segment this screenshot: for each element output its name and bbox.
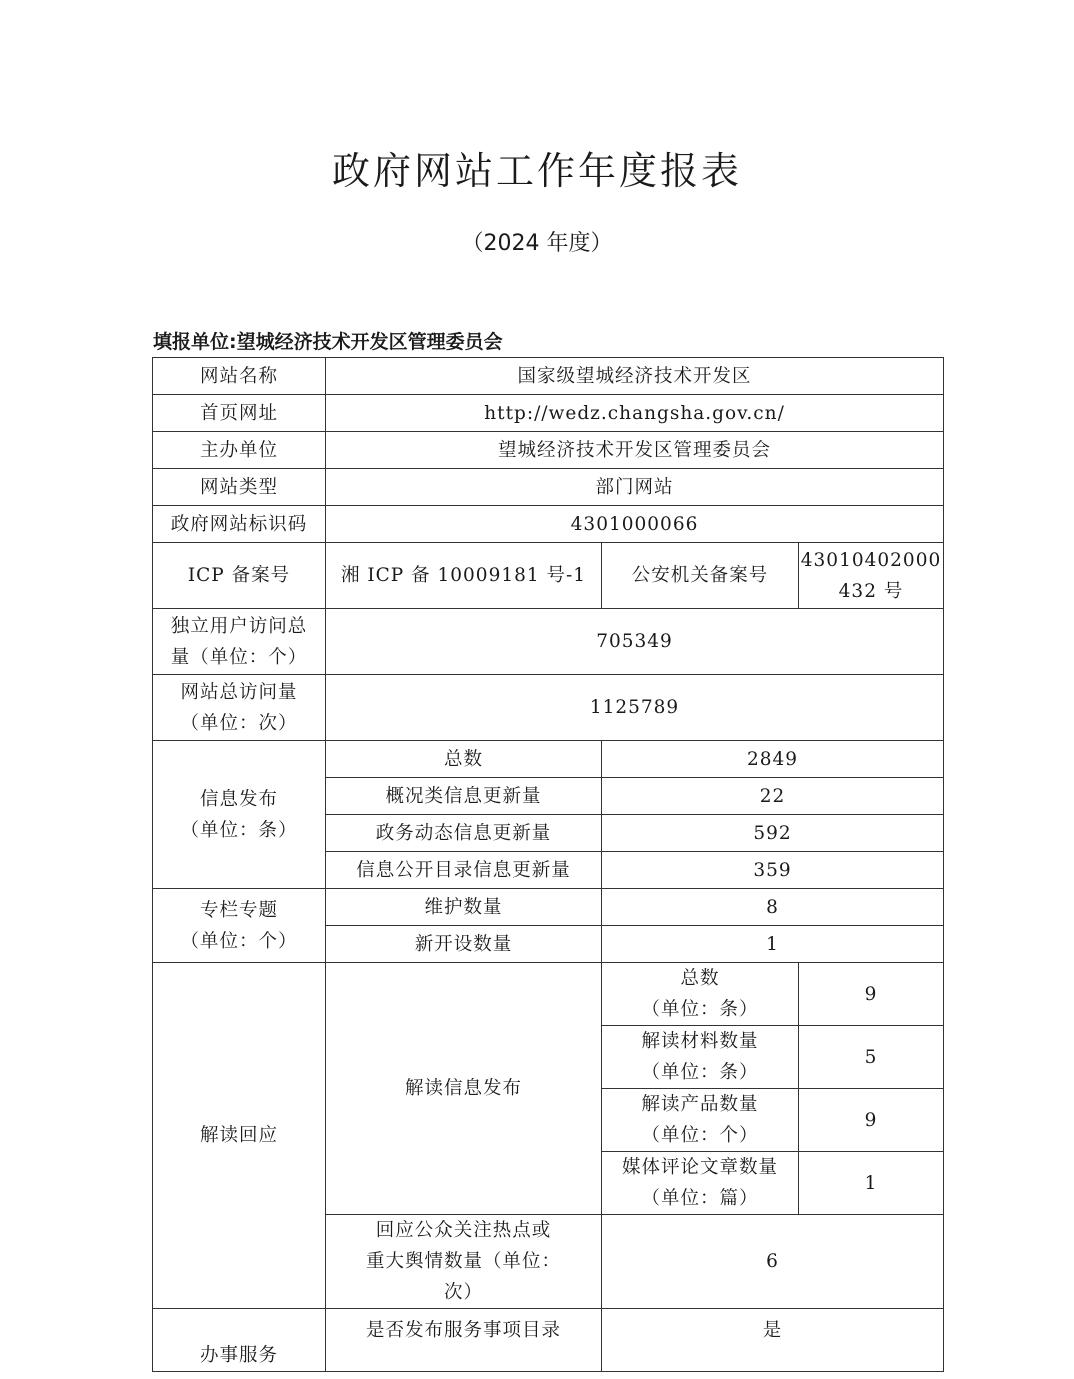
sub-value: 22 xyxy=(602,778,944,815)
police-record-line: 43010402000 xyxy=(800,549,942,571)
police-record-line: 432 号 xyxy=(838,580,904,602)
row-label xyxy=(153,741,326,889)
label-line: （单位：条） xyxy=(180,819,298,841)
label-line: 独立用户访问总 xyxy=(170,615,308,637)
table-row xyxy=(153,506,944,543)
police-record-label: 公安机关备案号 xyxy=(602,543,799,609)
row-label: 政府网站标识码 xyxy=(153,506,326,543)
row-label: 办事服务 xyxy=(153,1309,326,1372)
table-row xyxy=(153,543,944,609)
row-label xyxy=(153,675,326,741)
label-line: 量（单位：个） xyxy=(170,646,308,668)
label-line: （单位：条） xyxy=(641,999,759,1020)
row-label: 网站类型 xyxy=(153,469,326,506)
sub-value: 是 xyxy=(602,1309,944,1372)
table-row xyxy=(153,741,944,778)
row-label: 网站名称 xyxy=(153,358,326,395)
label-line: 次） xyxy=(443,1282,483,1303)
label-line: 重大舆情数量（单位： xyxy=(365,1251,561,1272)
sub-label: 新开设数量 xyxy=(326,926,602,963)
table-row xyxy=(153,609,944,675)
icp-number: 湘 ICP 备 10009181 号-1 xyxy=(326,543,602,609)
sub-label: 解读信息发布 xyxy=(326,963,602,1215)
table-row xyxy=(153,358,944,395)
row-label: ICP 备案号 xyxy=(153,543,326,609)
row-value: http://wedz.changsha.gov.cn/ xyxy=(326,395,944,432)
label-line: （单位：个） xyxy=(180,930,298,952)
label-line: （单位：篇） xyxy=(641,1188,759,1209)
detail-value: 9 xyxy=(799,1089,944,1152)
label-line: 回应公众关注热点或 xyxy=(375,1220,552,1241)
report-title: 政府网站工作年度报表 xyxy=(331,149,742,193)
detail-value: 1 xyxy=(799,1152,944,1215)
detail-label xyxy=(602,1152,799,1215)
row-value: 705349 xyxy=(326,609,944,675)
table-row xyxy=(153,1309,944,1372)
filling-unit: 填报单位:望城经济技术开发区管理委员会 xyxy=(153,331,503,353)
label-line: 信息发布 xyxy=(199,788,278,810)
sub-label: 政务动态信息更新量 xyxy=(326,815,602,852)
detail-label xyxy=(602,963,799,1026)
row-value: 4301000066 xyxy=(326,506,944,543)
label-line: 专栏专题 xyxy=(199,899,278,921)
row-label xyxy=(153,609,326,675)
table-row xyxy=(153,469,944,506)
table-row xyxy=(153,963,944,1026)
table-row xyxy=(153,889,944,926)
report-year: （2024 年度） xyxy=(461,231,613,256)
row-label xyxy=(153,889,326,963)
police-record-number xyxy=(799,543,944,609)
sub-value: 6 xyxy=(602,1215,944,1309)
row-value: 1125789 xyxy=(326,675,944,741)
sub-label: 总数 xyxy=(326,741,602,778)
row-value: 望城经济技术开发区管理委员会 xyxy=(326,432,944,469)
row-label: 解读回应 xyxy=(153,963,326,1309)
sub-value: 359 xyxy=(602,852,944,889)
detail-label xyxy=(602,1089,799,1152)
detail-value: 9 xyxy=(799,963,944,1026)
label-line: （单位：次） xyxy=(180,712,298,734)
label-line: 媒体评论文章数量 xyxy=(621,1157,778,1178)
report-table xyxy=(152,357,944,1372)
label-line: （单位：条） xyxy=(641,1062,759,1083)
table-row xyxy=(153,675,944,741)
detail-value: 5 xyxy=(799,1026,944,1089)
row-label: 主办单位 xyxy=(153,432,326,469)
detail-label xyxy=(602,1026,799,1089)
label-line: 解读产品数量 xyxy=(641,1094,759,1115)
sub-label: 概况类信息更新量 xyxy=(326,778,602,815)
table-row xyxy=(153,432,944,469)
label-line: 解读材料数量 xyxy=(641,1031,759,1052)
sub-value: 1 xyxy=(602,926,944,963)
label-line: 网站总访问量 xyxy=(180,681,298,703)
sub-value: 2849 xyxy=(602,741,944,778)
sub-label: 维护数量 xyxy=(326,889,602,926)
row-value: 国家级望城经济技术开发区 xyxy=(326,358,944,395)
row-label: 首页网址 xyxy=(153,395,326,432)
row-value: 部门网站 xyxy=(326,469,944,506)
sub-value: 8 xyxy=(602,889,944,926)
sub-label: 信息公开目录信息更新量 xyxy=(326,852,602,889)
sub-label xyxy=(326,1215,602,1309)
sub-value: 592 xyxy=(602,815,944,852)
table-row xyxy=(153,395,944,432)
label-line: 总数 xyxy=(680,968,720,989)
label-line: （单位：个） xyxy=(641,1125,759,1146)
sub-label: 是否发布服务事项目录 xyxy=(326,1309,602,1372)
